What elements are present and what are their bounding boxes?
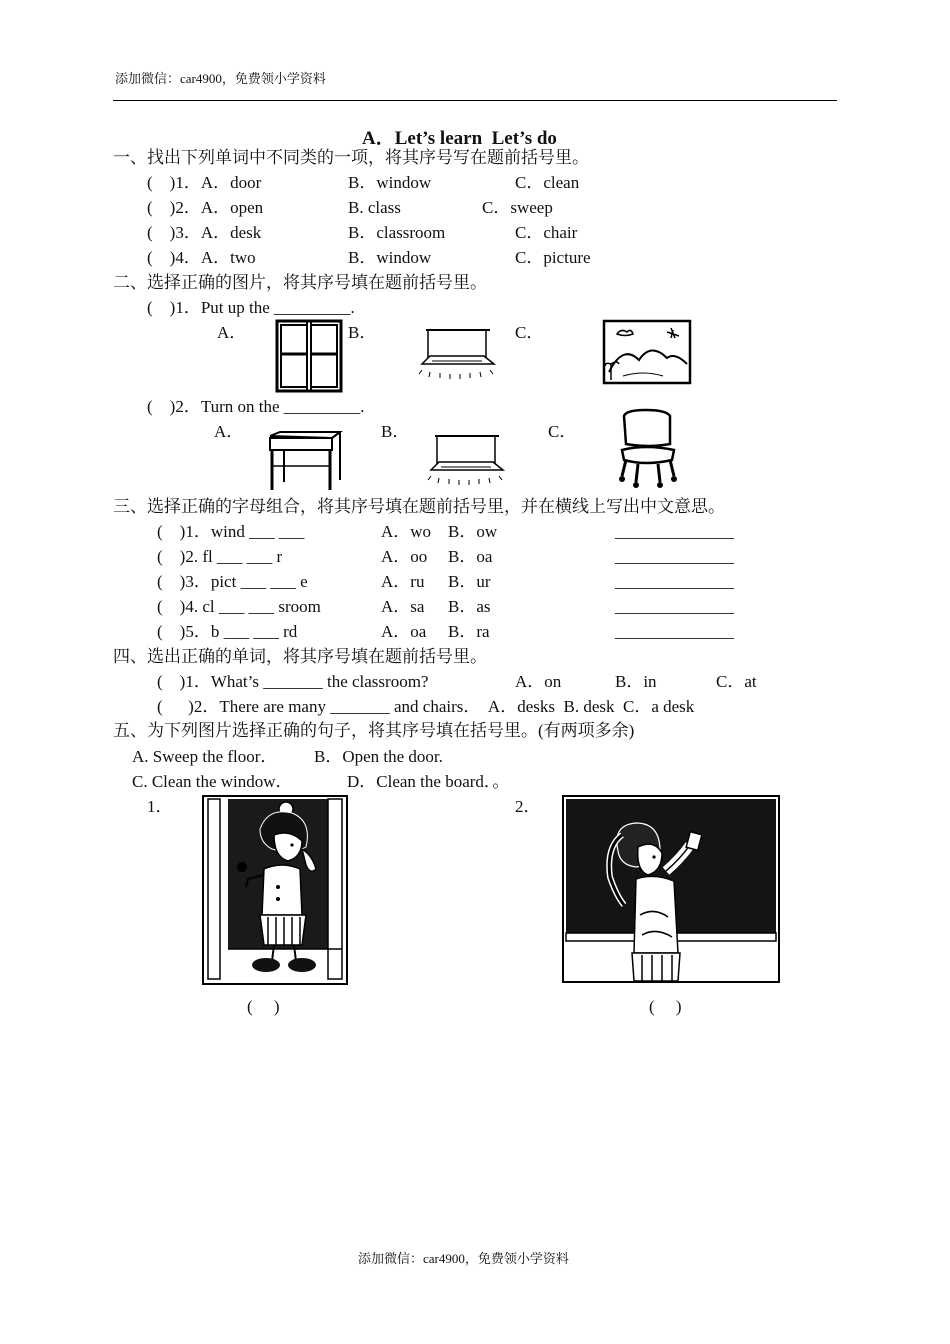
s3-item-5-question: ( )5．b ___ ___ rd [157,622,298,641]
light-picture [418,324,496,380]
s1-item-1-c: C．clean [515,173,580,192]
page-title: A．Let’s learn Let’s do [362,128,557,149]
s1-item-3-b: B．classroom [348,223,446,242]
s3-item-1-option-a: A．wo [381,522,432,541]
header-rule [113,100,837,101]
s5-option-b: B．Open the door. [314,747,443,766]
s1-item-2-a: ( )2．A．open [147,198,264,217]
s3-item-4-option-a: A．sa [381,597,425,616]
s1-item-4-a: ( )4．A．two [147,248,256,267]
s3-item-5-option-a: A．oa [381,622,427,641]
s4-question-2: ( )2．There are many _______ and chairs． A．desks B. desk C．a desk [157,697,695,716]
light-picture-2 [427,430,505,486]
s1-item-3-a: ( )3．A．desk [147,223,262,242]
s3-item-2-option-b: B．oa [448,547,493,566]
window-picture [276,320,342,392]
s2-q1-option-a: A． [217,323,247,342]
s3-item-3-option-b: B．ur [448,572,491,591]
s2-q2-option-b: B． [381,422,410,441]
s2-q1-option-b: B． [348,323,377,342]
s1-item-3-c: C．chair [515,223,578,242]
s3-item-5-blank: ______________ [615,622,734,641]
s2-q1-option-c: C． [515,323,544,342]
s4-q1-option-c: C．at [716,672,757,691]
s3-item-3-blank: ______________ [615,572,734,591]
s2-question-2: ( )2．Turn on the _________. [147,397,365,416]
s3-item-2-question: ( )2. fl ___ ___ r [157,547,283,566]
landscape-picture [603,320,691,384]
s3-item-4-question: ( )4. cl ___ ___ sroom [157,597,321,616]
s1-item-1-a: ( )1．A．door [147,173,262,192]
s3-item-4-option-b: B．as [448,597,491,616]
section-4-heading: 四、选出正确的单词，将其序号填在题前括号里。 [113,647,487,666]
s5-picture-2-answer: ( ) [649,997,682,1016]
section-5-heading: 五、为下列图片选择正确的句子，将其序号填在括号里。(有两项多余) [113,721,635,740]
s3-item-3-option-a: A．ru [381,572,425,591]
s2-question-1: ( )1．Put up the _________. [147,298,355,317]
s3-item-2-blank: ______________ [615,547,734,566]
s5-picture-1-number: 1． [147,797,173,816]
girl-door-picture [202,795,348,985]
section-2-heading: 二、选择正确的图片，将其序号填在题前括号里。 [113,273,487,292]
s3-item-2-option-a: A．oo [381,547,428,566]
s5-option-a: A. Sweep the floor． [132,747,278,766]
s3-item-3-question: ( )3．pict ___ ___ e [157,572,308,591]
desk-picture [266,430,342,492]
s3-item-1-question: ( )1．wind ___ ___ [157,522,305,541]
s2-q2-option-c: C． [548,422,577,441]
s1-item-4-c: C．picture [515,248,591,267]
chair-picture [616,410,680,490]
s4-q1-option-a: A．on [515,672,562,691]
s4-q1-option-b: B．in [615,672,657,691]
footer-note: 添加微信：car4900，免费领小学资料 [358,1251,569,1266]
header-note: 添加微信：car4900，免费领小学资料 [115,71,326,86]
s5-picture-2-number: 2． [515,797,541,816]
s1-item-2-c: C．sweep [482,198,553,217]
s5-option-d: D．Clean the board．。 [347,772,510,791]
s3-item-4-blank: ______________ [615,597,734,616]
s1-item-2-b: B. class [348,198,401,217]
section-3-heading: 三、选择正确的字母组合，将其序号填在题前括号里，并在横线上写出中文意思。 [113,497,725,516]
s2-q2-option-a: A． [214,422,244,441]
section-1-heading: 一、找出下列单词中不同类的一项，将其序号写在题前括号里。 [113,148,589,167]
s5-option-c: C. Clean the window． [132,772,293,791]
s3-item-5-option-b: B．ra [448,622,490,641]
girl-board-picture [562,795,780,983]
s3-item-1-blank: ______________ [615,522,734,541]
s4-question-1: ( )1．What’s _______ the classroom? [157,672,429,691]
s5-picture-1-answer: ( ) [247,997,280,1016]
s1-item-4-b: B．window [348,248,432,267]
s3-item-1-option-b: B．ow [448,522,498,541]
s1-item-1-b: B．window [348,173,432,192]
